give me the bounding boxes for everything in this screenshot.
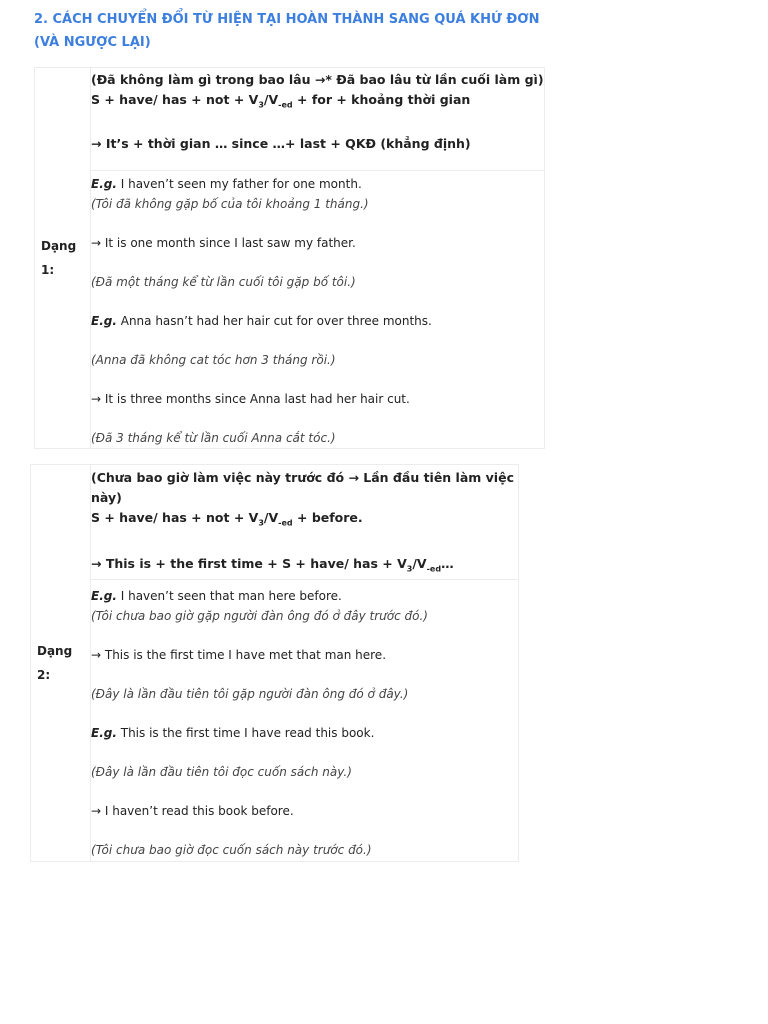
example-conversion: → This is the first time I have met that man here. bbox=[91, 648, 387, 662]
conversion-table-2 bbox=[30, 464, 519, 862]
conversion-table-1 bbox=[34, 67, 545, 449]
example-translation: (Tôi đã không gặp bố của tôi khoảng 1 tháng.) bbox=[91, 197, 369, 211]
section-heading: 2. CÁCH CHUYỂN ĐỔI TỪ HIỆN TẠI HOÀN THÀNH SANG QUÁ KHỨ ĐƠN (VÀ NGƯỢC LẠI) bbox=[34, 12, 540, 50]
rule-result: → This is + the first time + S + have/ has + $V_3/V_{-ed}\dots$ bbox=[91, 555, 454, 573]
example-translation: (Anna đã không cat tóc hơn 3 tháng rồi.) bbox=[91, 353, 336, 367]
form-label-number: 2: bbox=[37, 668, 51, 682]
example-translation: (Đây là lần đầu tiên tôi đọc cuốn sách này.) bbox=[91, 765, 352, 779]
example-translation: (Tôi chưa bao giờ gặp người đàn ông đó ở đây trước đó.) bbox=[91, 609, 428, 623]
rule-result: → It’s + thời gian … since …+ last + QKĐ (khẳng định) bbox=[91, 135, 471, 151]
example-translation: (Đã một tháng kể từ lần cuối tôi gặp bố tôi.) bbox=[91, 275, 356, 289]
examples-cell-1 bbox=[91, 171, 545, 449]
rule-formula: S + have/ has + not + $V_3/V_{-ed}$ + before. bbox=[91, 510, 363, 528]
example-conversion: → I haven’t read this book before. bbox=[91, 804, 294, 818]
form-label-number: 1: bbox=[41, 263, 55, 277]
form-label-word: Dạng bbox=[41, 239, 77, 253]
rule-title: (Chưa bao giờ làm việc này trước đó → Lần đầu tiên làm việc này) bbox=[91, 470, 514, 505]
example-sentence: E.g. Anna hasn’t had her hair cut for over three months. bbox=[91, 314, 432, 328]
example-translation: (Đây là lần đầu tiên tôi gặp người đàn ông đó ở đây.) bbox=[91, 687, 409, 701]
example-translation: (Đã 3 tháng kể từ lần cuối Anna cắt tóc.) bbox=[91, 431, 336, 445]
examples-cell-2 bbox=[91, 580, 519, 862]
example-sentence: E.g. I haven’t seen my father for one month. bbox=[91, 177, 362, 191]
form-label-word: Dạng bbox=[37, 644, 73, 658]
rule-title: (Đã không làm gì trong bao lâu →* Đã bao lâu từ lần cuối làm gì) bbox=[91, 72, 544, 87]
rule-cell-1 bbox=[91, 68, 545, 171]
example-conversion: → It is one month since I last saw my father. bbox=[91, 236, 356, 250]
form-label-2 bbox=[31, 465, 91, 862]
example-sentence: E.g. I haven’t seen that man here before. bbox=[91, 589, 342, 603]
example-sentence: E.g. This is the first time I have read this book. bbox=[91, 726, 375, 740]
form-label-1 bbox=[35, 68, 91, 449]
rule-formula: S + have/ has + not + $V_3/V_{-ed}$ + for + khoảng thời gian bbox=[91, 92, 471, 110]
example-conversion: → It is three months since Anna last had her hair cut. bbox=[91, 392, 410, 406]
rule-cell-2 bbox=[91, 465, 519, 580]
example-translation: (Tôi chưa bao giờ đọc cuốn sách này trước đó.) bbox=[91, 843, 372, 857]
